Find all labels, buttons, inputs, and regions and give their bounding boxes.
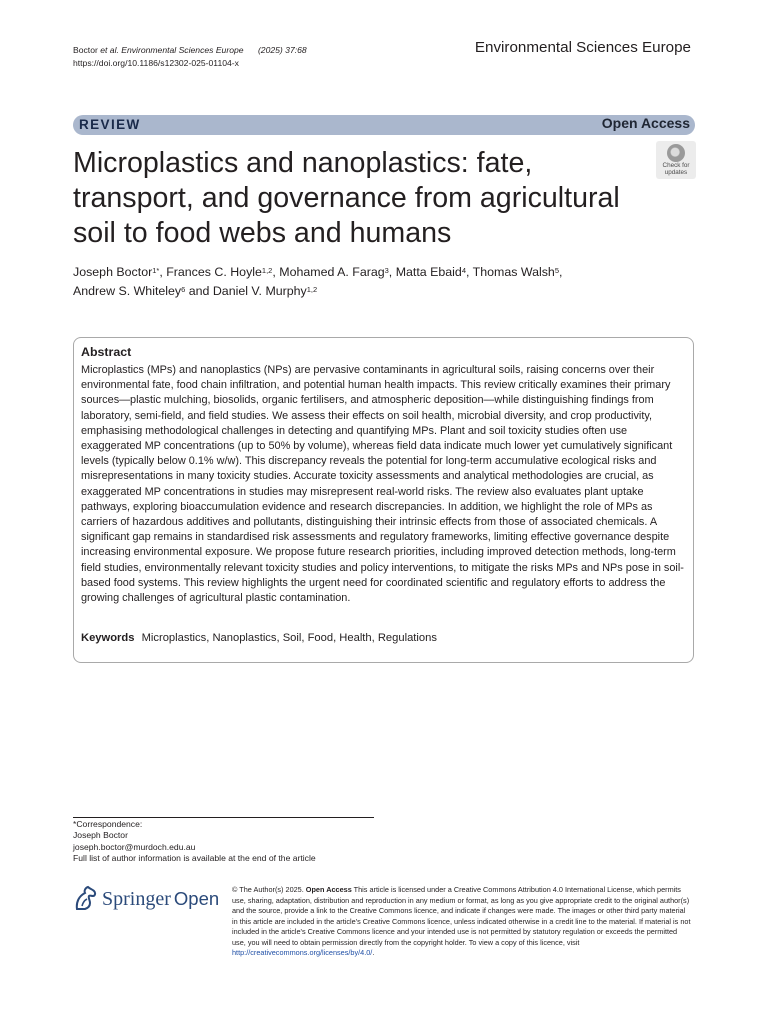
author-affiliation: 6 <box>181 285 186 294</box>
citation-year: (2025) 37:68 <box>257 45 307 55</box>
correspondence-name: Joseph Boctor <box>73 830 128 841</box>
author-separator: , <box>465 265 473 279</box>
author-name[interactable]: Daniel V. Murphy <box>212 284 307 298</box>
author-name[interactable]: Matta Ebaid <box>395 265 462 279</box>
license-link[interactable]: http://creativecommons.org/licenses/by/4.0/ <box>232 948 373 957</box>
check-for-updates-button[interactable] <box>656 141 696 179</box>
keywords <box>81 631 684 646</box>
check-updates-line1: Check for <box>662 162 690 169</box>
author-info-note: Full list of author information is available at the end of the article <box>73 853 316 864</box>
license-text <box>232 885 692 959</box>
doi-link[interactable]: https://doi.org/10.1186/s12302-025-01104-x <box>73 57 239 68</box>
author-name[interactable]: Andrew S. Whiteley <box>73 284 182 298</box>
author-affiliation: 5 <box>554 266 559 275</box>
running-header <box>73 44 307 69</box>
article-title: Microplastics and nanoplastics: fate, transport, and governance from agricultural soil to food webs and humans <box>73 147 620 249</box>
author-name[interactable]: Joseph Boctor <box>73 265 153 279</box>
keywords-list: Microplastics, Nanoplastics, Soil, Food, Health, Regulations <box>141 632 437 644</box>
citation-journal: et al. Environmental Sciences Europe <box>100 45 244 55</box>
copyright: © The Author(s) 2025. <box>232 885 304 894</box>
author-affiliation: 4 <box>461 266 466 275</box>
author-affiliation: 1,2 <box>306 285 318 294</box>
author-name[interactable]: Thomas Walsh <box>472 265 555 279</box>
author-separator: , <box>159 265 167 279</box>
license-open-access: Open Access <box>305 885 352 894</box>
check-updates-line2: updates <box>664 168 688 176</box>
author-list <box>73 263 673 301</box>
abstract-heading: Abstract <box>81 345 132 359</box>
springer-brand-suffix: Open <box>173 888 220 909</box>
license-end: . <box>372 948 375 957</box>
author-separator: and <box>185 284 213 298</box>
author-affiliation: 3 <box>384 266 389 275</box>
springer-brand: Springer <box>102 888 171 910</box>
abstract-text: Microplastics (MPs) and nanoplastics (NPs) are pervasive contaminants in agricultural soils, raising concerns over their environmental fate, food chain infiltration, and potential human health impacts. This review critically examines their primary sources—plastic mulching, biosolids, organic fertilisers, and atmospheric deposition—while distinguishing findings from laboratory, semi-field, and field studies. We assess their effects on soil health, microbial diversity, and crop productivity, emphasising methodological challenges in detecting and quantifying MPs. Plant and soil toxicity studies often use exaggerated MP concentrations (up to 50% by volume), whereas field data indicate much lower yet cumulatively significant levels (typically below 0.1% w/w). This discrepancy reveals the potential for long-term accumulative ecological risks and misrepresentations in many toxicity studies. Accurate toxicity assessments and analytical methodologies are crucial, as exaggerated MP concentrations in studies may misrepresent real-world risks. The review also evaluates plant uptake pathways, exploring bioaccumulation evidence and research discrepancies. In addition, we highlight the role of MPs as carriers of hazardous additives and pollutants, distinguishing their intrinsic effects from those of associated chemicals. A significant gap remains in standardised risk assessments and regulatory frameworks, limiting effective governance despite increasing environmental exposure. We propose future research priorities, including improved detection methods, long-term field studies, environmentally relevant toxicity studies and policy interventions, to mitigate the risks MPs and NPs pose in soil-based food systems. This review highlights the urgent need for coordinated scientific and regulatory efforts to address the growing challenges of agricultural plastic contamination. <box>81 364 684 605</box>
author-name[interactable]: Mohamed A. Farag <box>279 265 385 279</box>
author-separator: , <box>272 265 280 279</box>
open-access-label: Open Access <box>601 115 690 131</box>
author-name[interactable]: Frances C. Hoyle <box>166 265 262 279</box>
correspondence-label: *Correspondence: <box>73 819 143 829</box>
correspondence-footnote <box>73 819 316 865</box>
citation-authors: Boctor <box>73 45 98 55</box>
author-affiliation: 1,2 <box>261 266 273 275</box>
license-body: This article is licensed under a Creative Commons Attribution 4.0 International License, which permits use, sharing, adaptation, distribution and reproduction in any medium or format, as long as you give appropriate credit to the original author(s) and the source, provide a link to the Creative Commons licence, and indicate if changes were made. The images or other third party material in this article are included in the article's Creative Commons licence, unless indicated otherwise in a credit line to the material. If material is not included in the article's Creative Commons licence and your intended use is not permitted by statutory regulation or exceeds the permitted use, you will need to obtain permission directly from the copyright holder. To view a copy of this licence, visit <box>232 885 691 947</box>
correspondence-email[interactable]: joseph.boctor@murdoch.edu.au <box>73 841 196 852</box>
keywords-label: Keywords <box>81 632 135 644</box>
author-separator: , <box>388 265 396 279</box>
author-affiliation: 1* <box>152 266 160 275</box>
check-updates-icon <box>667 144 685 162</box>
footnote-divider <box>73 817 374 818</box>
author-separator: , <box>559 265 563 279</box>
journal-name: Environmental Sciences Europe <box>474 39 691 56</box>
springer-horse-icon <box>73 884 99 914</box>
article-type-label: REVIEW <box>79 117 141 132</box>
